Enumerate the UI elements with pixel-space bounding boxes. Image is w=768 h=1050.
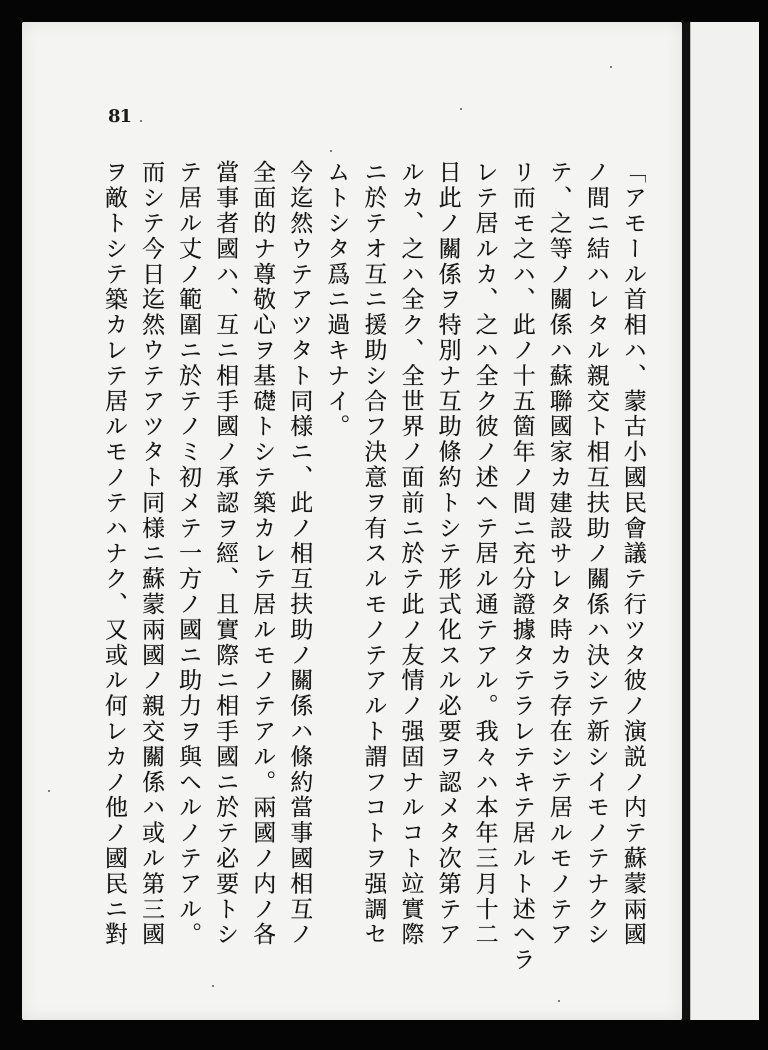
book-gutter (682, 22, 690, 1020)
scan-speck (610, 66, 612, 68)
scan-speck (330, 150, 332, 152)
text-column: テ居ル丈ノ範圍ニ於テノミ初メテ一方ノ國ニ助力ヲ與ヘルノテアル。 (175, 160, 202, 948)
scan-speck (212, 985, 214, 987)
book-page (22, 22, 682, 1020)
text-column: 而シテ今日迄然ウテアツタト同様ニ蘇蒙兩國ノ親交關係ハ或ル第三國 (138, 160, 165, 948)
text-column: 當事者國ハ、互ニ相手國ノ承認ヲ經、且實際ニ相手國ニ於テ必要トシ (212, 160, 239, 948)
text-column: ヲ敵トシテ築カレテ居ルモノテハナク、又或ル何レカノ他ノ國民ニ對 (101, 160, 127, 948)
adjacent-page-edge (690, 22, 759, 1020)
text-column: テ、之等ノ關係ハ蘇聯國家カ建設サレタ時カラ存在シテ居ルモノテア (545, 160, 572, 948)
text-column: ニ於テオ互ニ援助シ合フ決意ヲ有スルモノテアルト謂フコトヲ强調セ (360, 160, 387, 948)
text-column: レテ居ルカ、之ハ全ク彼ノ述ヘテ居ル通テアル。我々ハ本年三月十二 (471, 160, 498, 948)
vertical-text-body (100, 160, 646, 980)
page-number: 81 (108, 106, 132, 127)
text-column: ルカ、之ハ全ク、全世界ノ面前ニ於テ此ノ友情ノ强固ナルコト竝實際 (397, 160, 424, 948)
text-column: 全面的ナ尊敬心ヲ基礎トシテ築カレテ居ルモノテアル。兩國ノ内ノ各 (249, 160, 276, 948)
text-column: 今迄然ウテアツタト同様ニ、此ノ相互扶助ノ關係ハ條約當事國相互ノ (286, 160, 313, 948)
scan-speck (558, 1000, 560, 1002)
scan-speck (460, 108, 462, 110)
text-column: リ而モ之ハ、此ノ十五箇年ノ間ニ充分證據タテラレテキテ居ルト述ヘラ (508, 160, 535, 973)
text-column: ノ間ニ結ハレタル親交ト相互扶助ノ關係ハ決シテ新シイモノテナクシ (582, 160, 609, 948)
text-column: ムトシタ爲ニ過キナイ。 (323, 160, 350, 440)
text-column: 日此ノ關係ヲ特別ナ互助條約トシテ形式化スル必要ヲ認メタ次第テア (434, 160, 461, 948)
scan-speck (48, 790, 50, 792)
scan-speck (140, 120, 142, 122)
text-column: 「アモール首相ハ、蒙古小國民會議テ行ツタ彼ノ演説ノ内テ蘇蒙兩國 (619, 160, 646, 948)
